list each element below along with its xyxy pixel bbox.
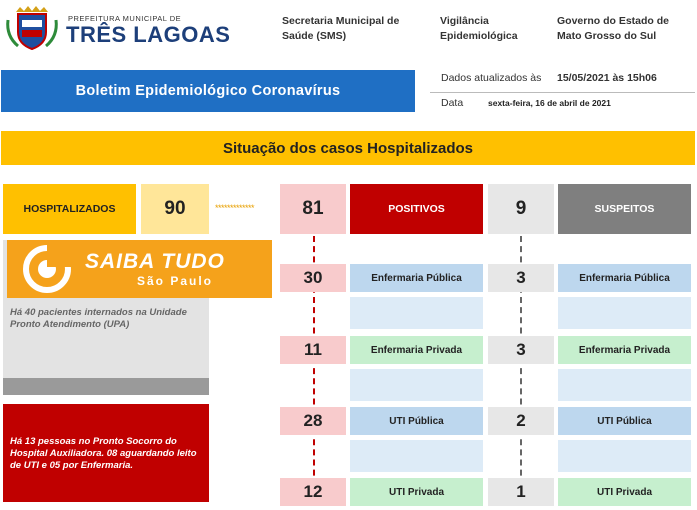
suspect-total: 9	[488, 184, 554, 234]
saiba-tudo-logo	[7, 240, 272, 298]
logo-swirl-icon	[17, 245, 77, 293]
suspect-enfermaria-privada-value: 3	[488, 336, 554, 364]
positive-spacer-2	[350, 369, 483, 401]
suspect-uti-privada-value: 1	[488, 478, 554, 506]
stars-connector: *************	[215, 203, 255, 213]
suspect-enfermaria-privada-label: Enfermaria Privada	[558, 336, 691, 364]
suspect-uti-publica-value: 2	[488, 407, 554, 435]
suspect-spacer-3	[558, 440, 691, 472]
suspect-label: SUSPEITOS	[558, 184, 691, 234]
positive-uti-publica-label: UTI Pública	[350, 407, 483, 435]
positive-label: POSITIVOS	[350, 184, 483, 234]
positive-uti-privada-label: UTI Privada	[350, 478, 483, 506]
header-divider	[430, 92, 695, 93]
section-title: Situação dos casos Hospitalizados	[1, 131, 695, 165]
city-crest-icon	[4, 6, 60, 52]
positive-uti-privada-value: 12	[280, 478, 346, 506]
positive-enfermaria-publica-value: 30	[280, 264, 346, 292]
update-value: 15/05/2021 às 15h06	[557, 72, 657, 84]
suspect-spacer-2	[558, 369, 691, 401]
prefeitura-small-label: PREFEITURA MUNICIPAL DE	[68, 14, 182, 23]
positive-enfermaria-privada-value: 11	[280, 336, 346, 364]
suspect-enfermaria-publica-value: 3	[488, 264, 554, 292]
header-vigilancia: Vigilância Epidemiológica	[440, 15, 518, 42]
update-label: Dados atualizados às	[441, 72, 542, 84]
suspect-uti-privada-label: UTI Privada	[558, 478, 691, 506]
logo-title: SAIBA TUDO	[85, 250, 225, 273]
positive-enfermaria-publica-label: Enfermaria Pública	[350, 264, 483, 292]
upa-panel-footer	[3, 378, 209, 395]
upa-note: Há 40 pacientes internados na Unidade Pronto Atendimento (UPA)	[10, 307, 187, 330]
date-label: Data	[441, 97, 464, 109]
hospitalized-label: HOSPITALIZADOS	[3, 184, 136, 234]
bulletin-banner: Boletim Epidemiológico Coronavírus	[1, 70, 415, 112]
positive-uti-publica-value: 28	[280, 407, 346, 435]
hospital-note: Há 13 pessoas no Pronto Socorro do Hospital Auxiliadora. 08 aguardando leito de UTI e 05 por Enfermaria.	[10, 436, 197, 471]
header-governo: Governo do Estado de Mato Grosso do Sul	[557, 15, 670, 42]
date-value: sexta-feira, 16 de abril de 2021	[488, 98, 611, 108]
suspect-spacer-1	[558, 297, 691, 329]
prefeitura-city-name: TRÊS LAGOAS	[66, 22, 231, 47]
logo-subtitle: São Paulo	[137, 274, 214, 288]
positive-spacer-3	[350, 440, 483, 472]
header-sms: Secretaria Municipal de Saúde (SMS)	[282, 15, 400, 42]
positive-spacer-1	[350, 297, 483, 329]
positive-total: 81	[280, 184, 346, 234]
suspect-uti-publica-label: UTI Pública	[558, 407, 691, 435]
suspect-enfermaria-publica-label: Enfermaria Pública	[558, 264, 691, 292]
hospitalized-value: 90	[141, 184, 209, 234]
positive-enfermaria-privada-label: Enfermaria Privada	[350, 336, 483, 364]
